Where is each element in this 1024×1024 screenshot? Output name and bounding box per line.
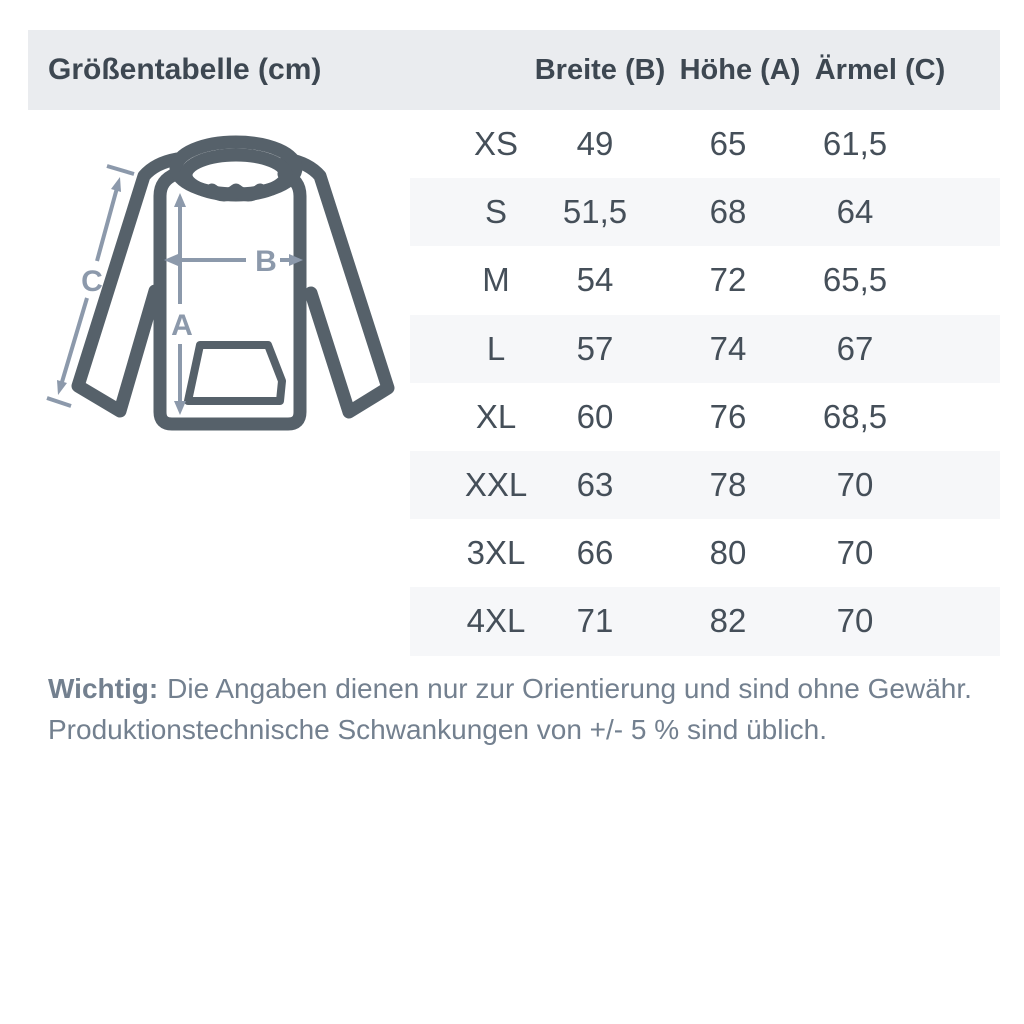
cell-hoehe: 80 xyxy=(709,534,747,572)
column-header-aermel: Ärmel (C) xyxy=(814,53,946,86)
cell-hoehe: 68 xyxy=(709,193,747,231)
arrowhead-c-bottom xyxy=(57,380,67,395)
cell-size: XL xyxy=(475,397,517,435)
arrowhead-a-top xyxy=(174,193,186,207)
column-header-hoehe: Höhe (A) xyxy=(679,53,801,86)
cell-aermel: 65,5 xyxy=(822,261,888,299)
cell-hoehe: 78 xyxy=(709,466,747,504)
cell-size: L xyxy=(486,329,506,367)
cell-aermel: 61,5 xyxy=(822,125,888,163)
note-line-1 xyxy=(48,668,978,709)
cell-breite: 54 xyxy=(576,261,614,299)
size-table xyxy=(410,110,1000,656)
cell-hoehe: 74 xyxy=(709,329,747,367)
table-row xyxy=(410,246,1000,314)
cell-hoehe: 65 xyxy=(709,125,747,163)
table-row xyxy=(410,519,1000,587)
table-row xyxy=(410,110,1000,178)
cell-breite: 63 xyxy=(576,466,614,504)
cell-size: M xyxy=(482,261,510,299)
cell-size: XS xyxy=(473,125,519,163)
page-title: Größentabelle (cm) xyxy=(48,53,322,86)
table-row xyxy=(410,451,1000,519)
cell-breite: 66 xyxy=(576,534,614,572)
dimension-label-a: A xyxy=(171,309,193,342)
hood-bottom-edge xyxy=(212,190,260,195)
cell-aermel: 68,5 xyxy=(822,397,888,435)
note-line-2: Produktionstechnische Schwankungen von +/- 5 % sind üblich. xyxy=(48,714,828,745)
table-row xyxy=(410,178,1000,246)
arrowhead-c-top xyxy=(111,177,121,192)
cell-aermel: 70 xyxy=(836,602,874,640)
note-label: Wichtig: xyxy=(48,673,159,704)
cell-breite: 49 xyxy=(576,125,614,163)
table-row xyxy=(410,315,1000,383)
cell-size: 4XL xyxy=(466,602,526,640)
cell-size: S xyxy=(484,193,507,231)
dimension-label-c: C xyxy=(81,265,103,298)
cell-hoehe: 76 xyxy=(709,397,747,435)
disclaimer-note xyxy=(48,668,978,750)
cell-size: 3XL xyxy=(466,534,526,572)
table-header xyxy=(28,30,1000,110)
column-headers xyxy=(410,54,950,87)
cell-aermel: 67 xyxy=(836,329,874,367)
dimension-tick-bottom xyxy=(47,398,71,406)
column-header-spacer xyxy=(410,54,530,87)
cell-aermel: 70 xyxy=(836,534,874,572)
cell-size: XXL xyxy=(464,466,528,504)
cell-breite: 51,5 xyxy=(562,193,628,231)
pocket-outline xyxy=(188,345,282,401)
cell-hoehe: 72 xyxy=(709,261,747,299)
arrowhead-a-bottom xyxy=(174,401,186,415)
table-row xyxy=(410,383,1000,451)
cell-hoehe: 82 xyxy=(709,602,747,640)
note-text-1: Die Angaben dienen nur zur Orientierung und sind ohne Gewähr. xyxy=(167,673,972,704)
hoodie-diagram xyxy=(40,128,420,458)
dimension-label-b: B xyxy=(255,245,277,278)
cell-aermel: 64 xyxy=(836,193,874,231)
dimension-tick-top xyxy=(107,166,134,174)
column-header-breite: Breite (B) xyxy=(534,53,666,86)
table-row xyxy=(410,587,1000,655)
cell-breite: 57 xyxy=(576,329,614,367)
cell-aermel: 70 xyxy=(836,466,874,504)
cell-breite: 71 xyxy=(576,602,614,640)
cell-breite: 60 xyxy=(576,397,614,435)
